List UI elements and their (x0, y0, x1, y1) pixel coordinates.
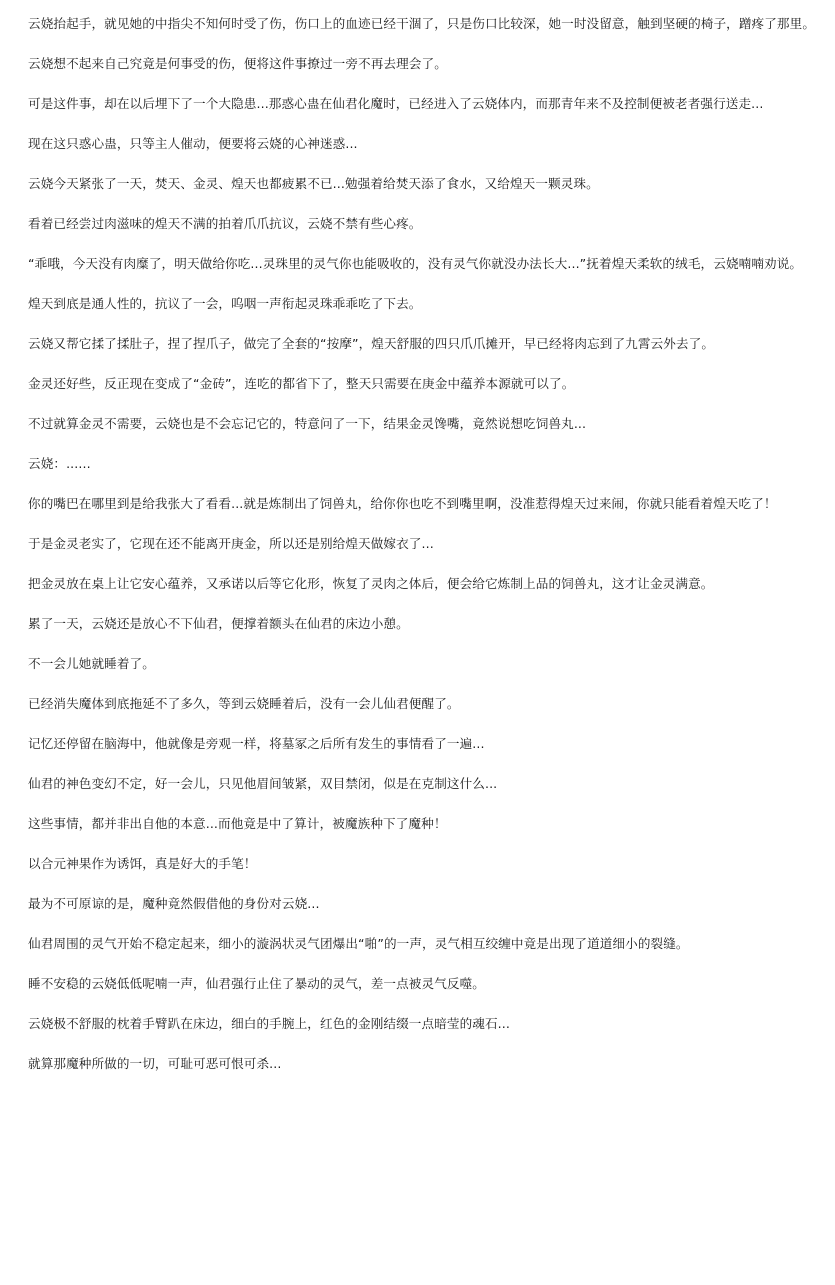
paragraph: 以合元神果作为诱饵，真是好大的手笔！ (28, 856, 257, 871)
paragraph: 仙君的神色变幻不定，好一会儿，只见他眉间皱紧，双目禁闭，似是在克制这什么... (28, 776, 498, 791)
paragraph: 睡不安稳的云娆低低呢喃一声，仙君强行止住了暴动的灵气，差一点被灵气反噬。 (28, 976, 485, 991)
paragraph: 记忆还停留在脑海中，他就像是旁观一样，将墓冢之后所有发生的事情看了一遍... (28, 736, 485, 751)
paragraph: 云娆极不舒服的枕着手臂趴在床边，细白的手腕上，红色的金刚结缀一点暗莹的魂石... (28, 1016, 510, 1031)
paragraph: 现在这只惑心蛊，只等主人催动，便要将云娆的心神迷惑... (28, 136, 358, 151)
paragraph: 你的嘴巴在哪里到是给我张大了看看...就是炼制出了饲兽丸，给你你也吃不到嘴里啊，没准惹得煌天过来闹，你就只能看着煌天吃了！ (28, 496, 777, 511)
paragraph: 云娆：...... (28, 456, 91, 471)
paragraph: 于是金灵老实了，它现在还不能离开庚金，所以还是别给煌天做嫁衣了... (28, 536, 434, 551)
paragraph: 累了一天，云娆还是放心不下仙君，便撑着额头在仙君的床边小憩。 (28, 616, 409, 631)
paragraph: 这些事情，都并非出自他的本意...而他竟是中了算计，被魔族种下了魔种！ (28, 816, 447, 831)
paragraph: 就算那魔种所做的一切，可耻可恶可恨可杀... (28, 1056, 282, 1071)
paragraph: 看着已经尝过肉滋味的煌天不满的拍着爪爪抗议，云娆不禁有些心疼。 (28, 216, 422, 231)
paragraph: 不一会儿她就睡着了。 (28, 656, 155, 671)
paragraph: 把金灵放在桌上让它安心蕴养，又承诺以后等它化形，恢复了灵肉之体后，便会给它炼制上品的饲兽丸，这才让金灵满意。 (28, 576, 714, 591)
paragraph: 不过就算金灵不需要，云娆也是不会忘记它的，特意问了一下，结果金灵馋嘴，竟然说想吃饲兽丸... (28, 416, 587, 431)
paragraph: 煌天到底是通人性的，抗议了一会，呜咽一声衔起灵珠乖乖吃了下去。 (28, 296, 422, 311)
paragraph: 云娆想不起来自己究竟是何事受的伤，便将这件事撩过一旁不再去理会了。 (28, 56, 447, 71)
paragraph: 云娆又帮它揉了揉肚子，捏了捏爪子，做完了全套的“按摩”，煌天舒服的四只爪爪摊开，早已经将肉忘到了九霄云外去了。 (28, 336, 715, 351)
paragraph: 金灵还好些，反正现在变成了“金砖”，连吃的都省下了，整天只需要在庚金中蕴养本源就可以了。 (28, 376, 575, 391)
paragraph: 最为不可原谅的是，魔种竟然假借他的身份对云娆... (28, 896, 320, 911)
paragraph: “乖哦，今天没有肉糜了，明天做给你吃...灵珠里的灵气你也能吸收的，没有灵气你就没办法长大...”抚着煌天柔软的绒毛，云娆喃喃劝说。 (28, 256, 803, 271)
paragraph: 云娆抬起手，就见她的中指尖不知何时受了伤，伤口上的血迹已经干涸了，只是伤口比较深，她一时没留意，触到坚硬的椅子，蹭疼了那里。 (28, 16, 816, 31)
paragraph: 仙君周围的灵气开始不稳定起来，细小的漩涡状灵气团爆出“啪”的一声，灵气相互绞缠中竟是出现了道道细小的裂缝。 (28, 936, 689, 951)
paragraph: 云娆今天紧张了一天，焚天、金灵、煌天也都疲累不已...勉强着给焚天添了食水，又给煌天一颗灵珠。 (28, 176, 599, 191)
paragraph: 已经消失魔体到底拖延不了多久，等到云娆睡着后，没有一会儿仙君便醒了。 (28, 696, 460, 711)
paragraph: 可是这件事，却在以后埋下了一个大隐患...那惑心蛊在仙君化魔时，已经进入了云娆体内，而那青年来不及控制便被老者强行送走... (28, 96, 764, 111)
